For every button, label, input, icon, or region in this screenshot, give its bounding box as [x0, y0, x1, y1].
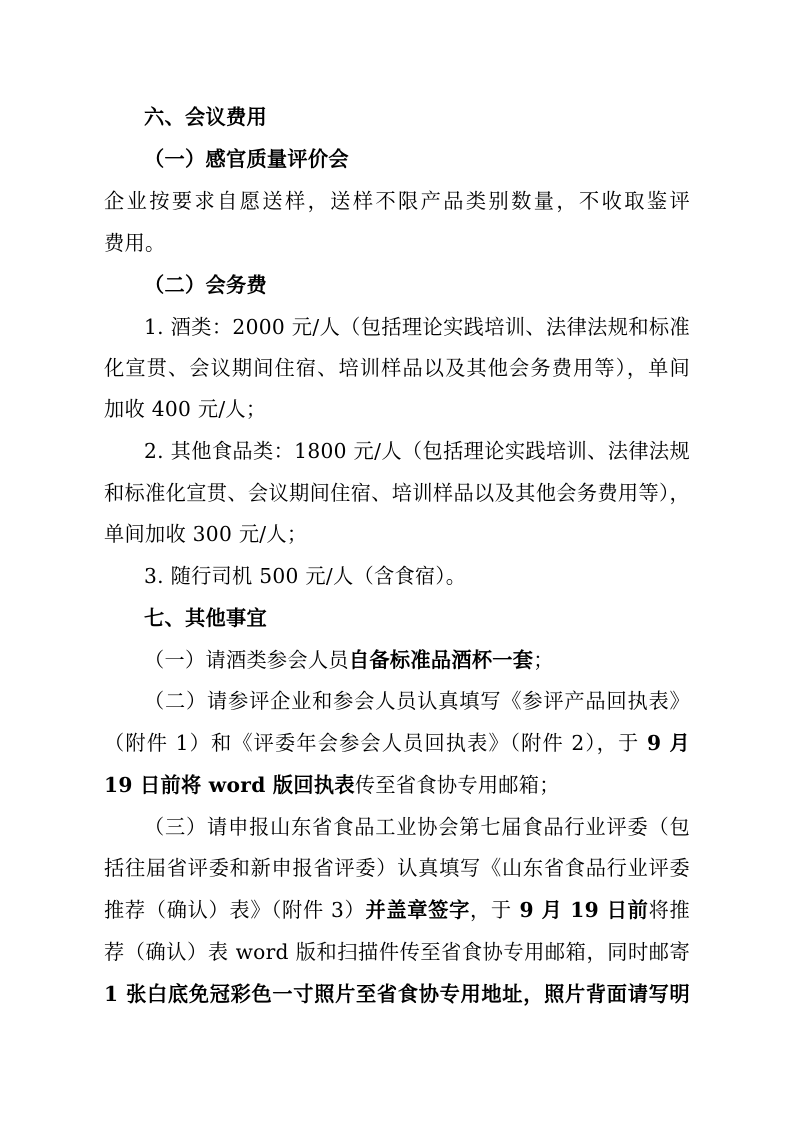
- subsection-2-heading: （二）会务费: [144, 273, 267, 297]
- other-item-1-line: [144, 645, 554, 675]
- bold-text-run: 19 日前将 word 版回执表: [104, 773, 355, 797]
- fee-item-1-line: 1. 酒类：2000 元/人（包括理论实践培训、法律法规和标准: [144, 315, 690, 339]
- other-item-3-line: 1 张白底免冠彩色一寸照片至省食协专用地址，照片背面请写明: [104, 982, 690, 1006]
- text-run: （附件 1）和《评委年会参会人员回执表》（附件 2），于: [104, 731, 640, 755]
- bold-text-run: 9 月: [646, 731, 690, 755]
- text-run: ；: [533, 648, 554, 672]
- other-item-2-line: （二）请参评企业和参会人员认真填写《参评产品回执表》: [144, 689, 690, 713]
- fee-item-3-line: 3. 随行司机 500 元/人（含食宿）。: [144, 564, 467, 588]
- text-run: （一）请酒类参会人员: [144, 648, 349, 672]
- text-run: 推荐（确认）表》（附件 3）: [104, 898, 366, 922]
- text-run: 将推: [648, 898, 690, 922]
- other-item-3-line: 括往届省评委和新申报省评委）认真填写《山东省食品行业评委: [104, 856, 690, 880]
- other-item-2-line: [104, 728, 690, 758]
- text-run: 传至省食协专用邮箱；: [354, 773, 560, 797]
- fee-item-1-line: 加收 400 元/人；: [104, 397, 267, 421]
- fee-item-2-line: 单间加收 300 元/人；: [104, 522, 308, 546]
- bold-text-run: 9 月 19 日前: [511, 898, 649, 922]
- other-item-3-line: （三）请申报山东省食品工业协会第七届食品行业评委（包: [144, 815, 690, 839]
- bold-text-run: 并盖章签字: [365, 898, 470, 922]
- bold-text-run: 自备标准品酒杯一套: [348, 648, 534, 672]
- section-6-heading: 六、会议费用: [144, 105, 267, 129]
- subsection-1-heading: （一）感官质量评价会: [144, 147, 349, 171]
- other-item-3-line: 荐（确认）表 word 版和扫描件传至省食协专用邮箱，同时邮寄: [104, 940, 690, 964]
- paragraph-line: 企业按要求自愿送样，送样不限产品类别数量，不收取鉴评: [104, 189, 690, 213]
- fee-item-2-line: 2. 其他食品类：1800 元/人（包括理论实践培训、法律法规: [144, 439, 690, 463]
- paragraph-line: 费用。: [104, 231, 166, 255]
- fee-item-2-line: 和标准化宣贯、会议期间住宿、培训样品以及其他会务费用等），: [104, 481, 690, 505]
- other-item-3-line: [104, 895, 690, 925]
- section-7-heading: 七、其他事宜: [144, 606, 267, 630]
- fee-item-1-line: 化宣贯、会议期间住宿、培训样品以及其他会务费用等），单间: [104, 356, 690, 380]
- text-run: ，于: [470, 898, 512, 922]
- other-item-2-line: [104, 770, 560, 800]
